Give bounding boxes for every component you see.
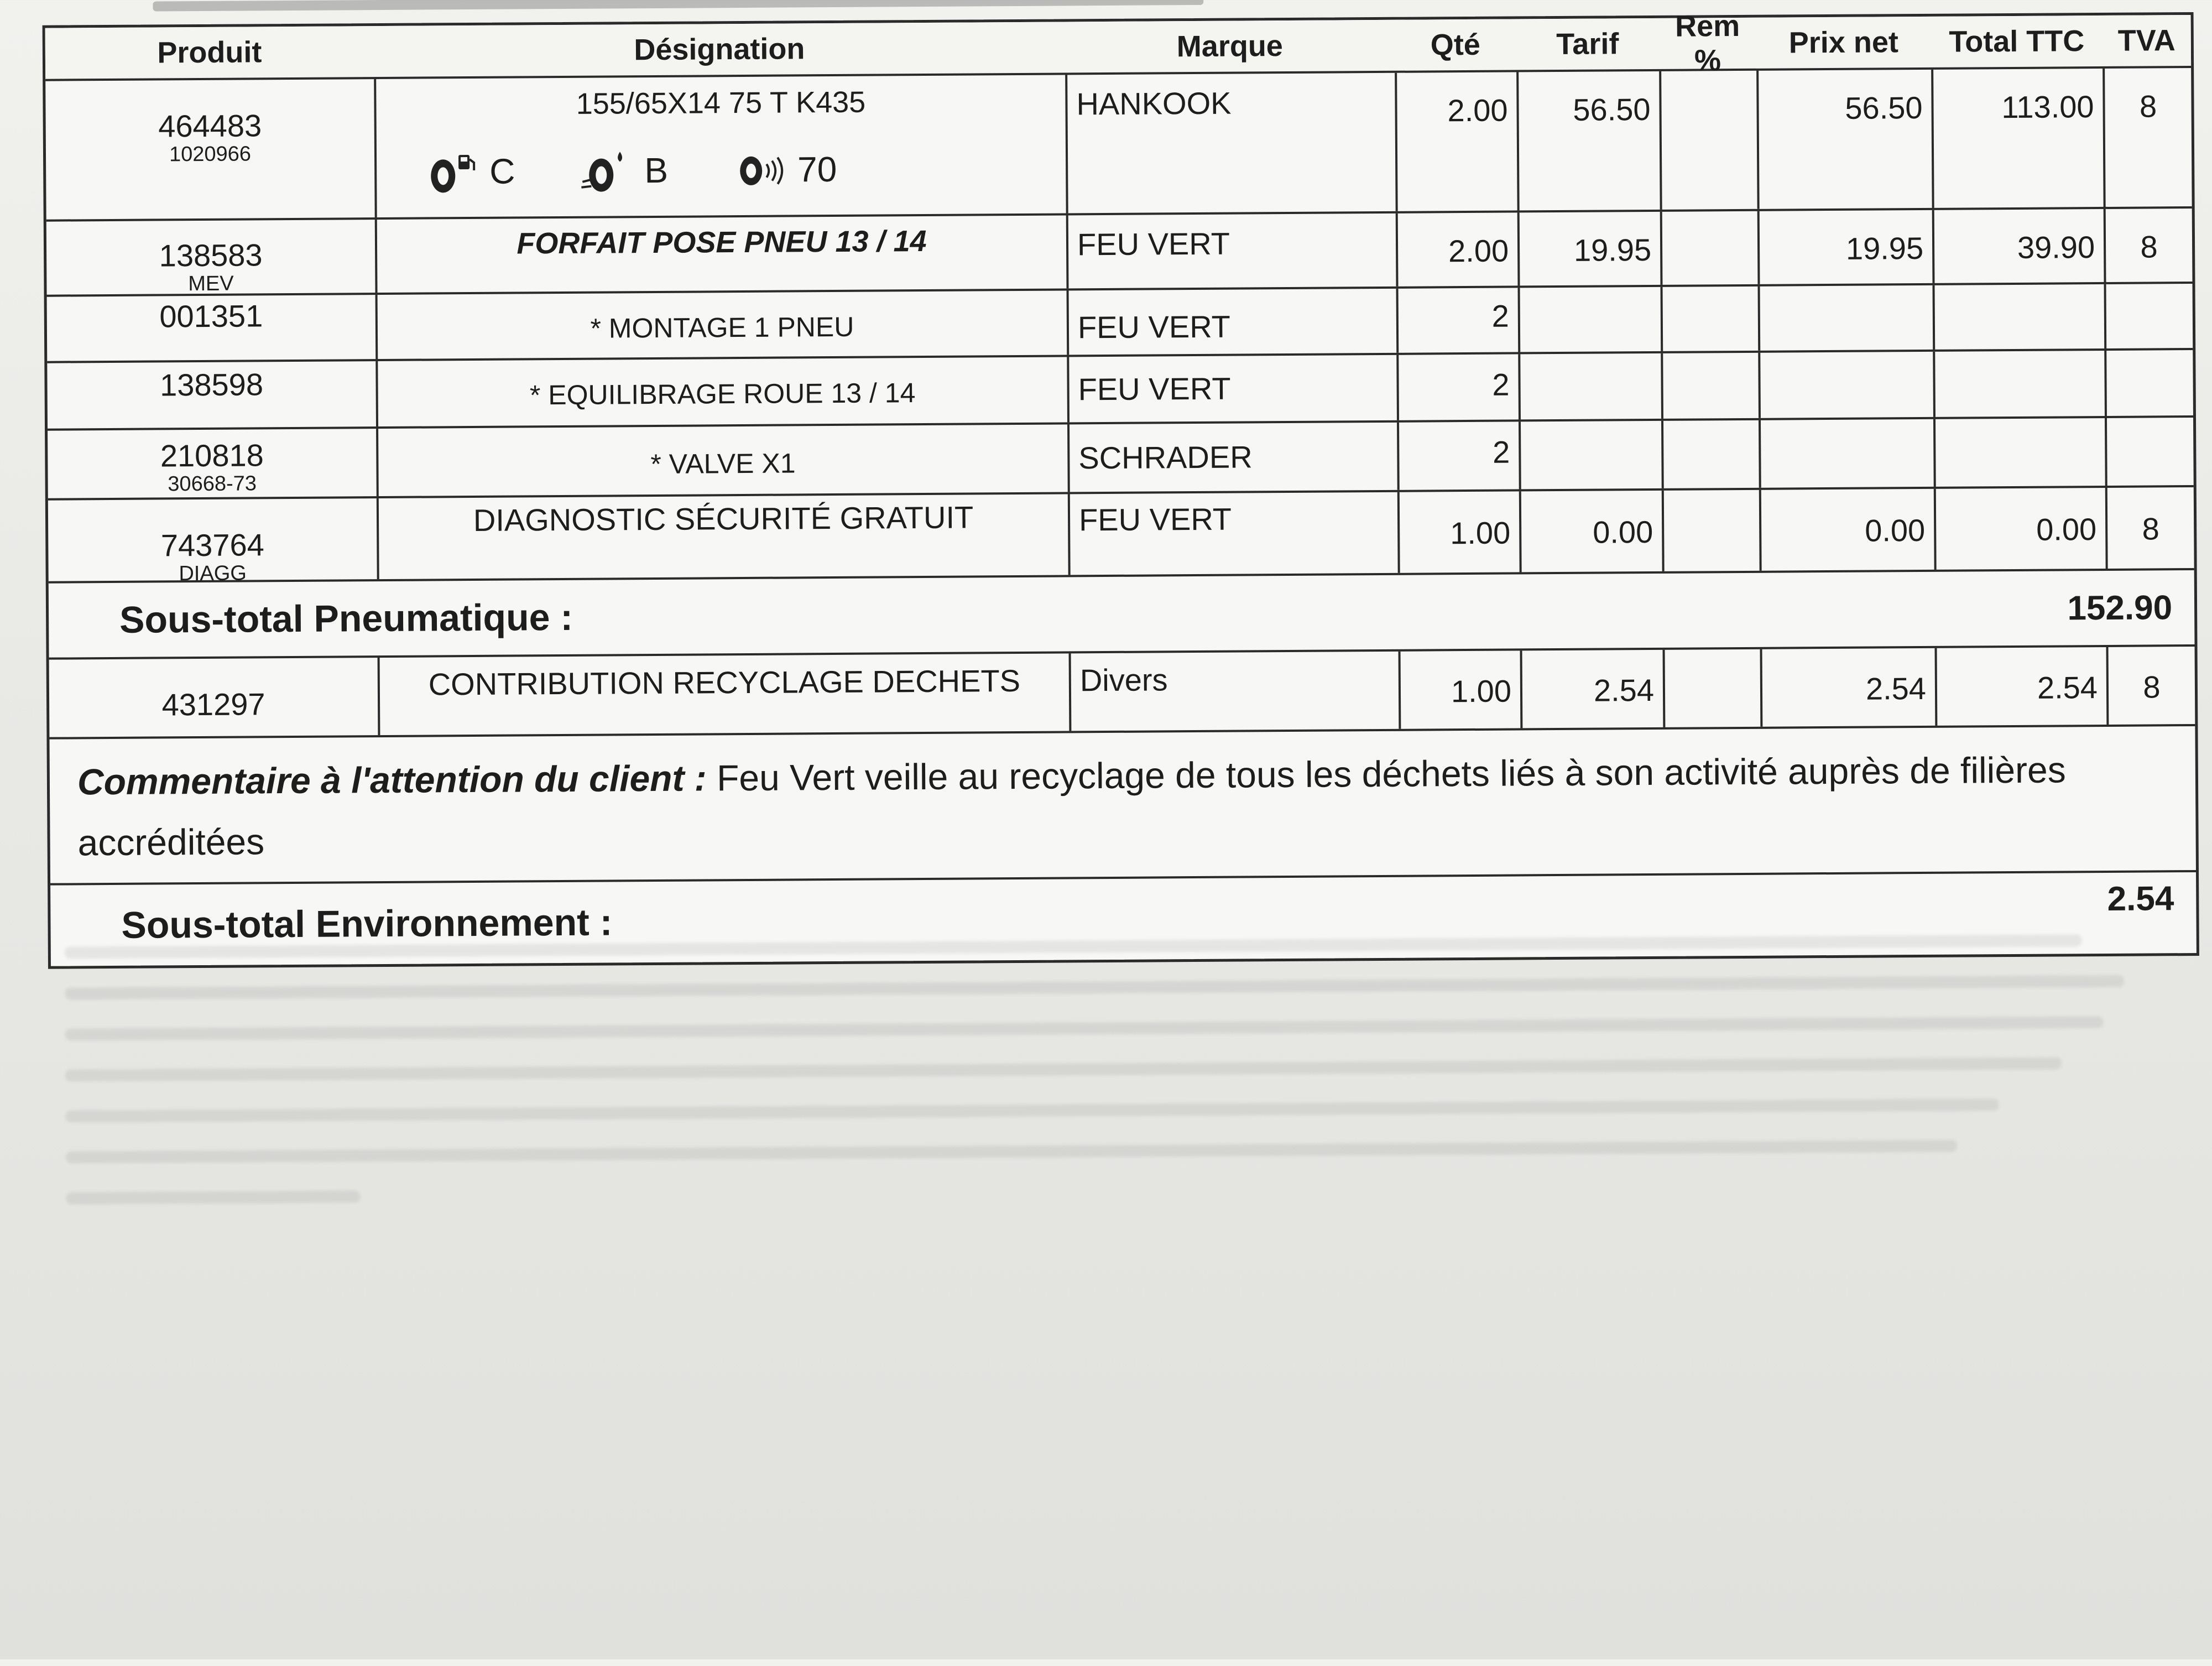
product-cell (45, 79, 375, 220)
designation-text: CONTRIBUTION RECYCLAGE DECHETS (378, 653, 1070, 735)
vat-cell (2104, 350, 2193, 416)
tire-eu-labels (385, 118, 1057, 194)
designation-text: DIAGNOSTIC SÉCURITÉ GRATUIT (377, 494, 1068, 579)
col-header-prix-net: Prix net (1788, 25, 1899, 60)
tire-fuel-efficiency-icon (424, 149, 477, 194)
show-through-line (66, 1098, 1999, 1122)
designation-text: 155/65X14 75 T K435 (576, 85, 866, 121)
subtotal-tires-value: 152.90 (2067, 588, 2173, 627)
show-through-line (65, 1016, 2104, 1041)
price-cell: 0.00 (1519, 491, 1662, 572)
designation-text: * EQUILIBRAGE ROUE 13 / 14 (375, 357, 1067, 426)
brand-cell: Divers (1069, 652, 1399, 731)
price-cell (1518, 353, 1661, 420)
col-header-produit: Produit (157, 35, 262, 70)
show-through-line (66, 1190, 360, 1204)
designation-text: FORFAIT POSE PNEU 13 / 14 (375, 215, 1067, 293)
client-comment (49, 724, 2196, 883)
product-subcode: DIAGG (179, 561, 247, 586)
product-cell (48, 429, 377, 498)
show-through-text (65, 934, 2168, 1234)
comment-label: Commentaire à l'attention du client : (77, 757, 707, 803)
discount-cell (1659, 71, 1757, 210)
discount-cell (1661, 287, 1759, 351)
table-row (47, 282, 2193, 361)
price-cell: 2.54 (1520, 650, 1663, 728)
col-header-marque: Marque (1176, 29, 1284, 64)
tire-label-wet (579, 148, 668, 193)
table-row (45, 66, 2192, 220)
comment-text: Feu Vert veille au recyclage de tous les déchets liés à son activité auprès de filières accréditées (77, 749, 2066, 863)
show-through-line (65, 1057, 2062, 1081)
net-price-cell (1758, 285, 1933, 351)
col-header-rem: Rem % (1674, 9, 1740, 77)
discount-cell (1663, 649, 1761, 727)
qty-cell: 2 (1396, 354, 1519, 420)
total-ttc-cell: 39.90 (1932, 209, 2104, 283)
product-subcode: 1020966 (169, 142, 252, 166)
net-price-cell (1759, 419, 1934, 488)
product-code: 001351 (159, 298, 263, 334)
net-price-cell (1758, 352, 1933, 418)
tire-label-noise (732, 147, 837, 192)
vat-cell (2104, 284, 2193, 348)
designation-text: * MONTAGE 1 PNEU (375, 290, 1067, 359)
discount-cell (1661, 420, 1759, 488)
brand-cell: FEU VERT (1068, 492, 1398, 575)
tire-noise-db: 70 (797, 149, 837, 190)
net-price-cell: 56.50 (1756, 70, 1932, 209)
tire-label-fuel (424, 149, 515, 194)
table-row (47, 348, 2193, 429)
price-cell (1518, 287, 1661, 352)
table-row (48, 485, 2194, 586)
cut-off-heading-fragment (153, 0, 1203, 15)
product-code: 743764 (160, 527, 264, 563)
total-ttc-cell: 0.00 (1934, 488, 2106, 570)
designation-text: * VALVE X1 (376, 424, 1068, 496)
subtotal-environment-label: Sous-total Environnement : (121, 901, 613, 946)
product-code: 138598 (159, 367, 264, 403)
total-ttc-cell (1933, 284, 2105, 350)
total-ttc-cell (1933, 351, 2105, 417)
product-subcode: MEV (188, 272, 234, 296)
product-subcode: 30668-73 (168, 472, 257, 496)
discount-cell (1660, 211, 1758, 285)
col-header-designation: Désignation (634, 32, 805, 67)
qty-cell: 2 (1396, 288, 1519, 352)
table-row (48, 415, 2194, 498)
qty-cell: 2.00 (1396, 212, 1518, 286)
table-row (49, 644, 2195, 737)
price-cell: 19.95 (1517, 212, 1661, 286)
vat-cell (2105, 418, 2194, 486)
vat-cell: 8 (2103, 68, 2192, 207)
brand-cell: FEU VERT (1066, 214, 1396, 289)
product-code: 210818 (160, 438, 264, 473)
invoice-lines-table (43, 9, 2199, 969)
discount-cell (1662, 490, 1760, 571)
net-price-cell: 2.54 (1760, 648, 1936, 727)
show-through-line (66, 1140, 1957, 1164)
product-code: 138583 (159, 237, 263, 273)
tire-wet-grip-icon (579, 148, 632, 193)
vat-cell: 8 (2104, 209, 2193, 282)
product-code: 431297 (161, 686, 265, 722)
discount-cell (1661, 353, 1759, 419)
tire-fuel-grade: C (489, 151, 515, 191)
brand-cell: FEU VERT (1067, 289, 1397, 355)
qty-cell: 1.00 (1397, 491, 1520, 572)
net-price-cell: 0.00 (1759, 489, 1934, 571)
total-ttc-cell (1933, 418, 2105, 487)
vat-cell: 8 (2106, 647, 2195, 725)
product-cell (46, 220, 375, 295)
product-cell (48, 498, 377, 586)
qty-cell: 2.00 (1395, 72, 1517, 211)
brand-cell: FEU VERT (1067, 355, 1397, 423)
net-price-cell: 19.95 (1757, 210, 1933, 284)
price-cell (1519, 421, 1662, 490)
qty-cell: 2 (1397, 421, 1519, 490)
subtotal-tires-label: Sous-total Pneumatique : (119, 596, 573, 641)
brand-cell: HANKOOK (1065, 73, 1396, 214)
total-ttc-cell: 113.00 (1931, 69, 2104, 208)
col-header-tva: TVA (2117, 24, 2176, 58)
product-code: 464483 (158, 108, 262, 144)
brand-cell: SCHRADER (1067, 423, 1397, 492)
designation-cell (374, 75, 1066, 217)
tire-noise-icon (732, 148, 785, 192)
subtotal-tires-row (49, 568, 2195, 658)
vat-cell: 8 (2105, 487, 2194, 569)
table-row (46, 206, 2193, 295)
subtotal-environment-value: 2.54 (2107, 879, 2174, 918)
price-cell: 56.50 (1516, 71, 1660, 211)
tire-wet-grade: B (644, 150, 669, 191)
show-through-line (65, 975, 2124, 1000)
col-header-tarif: Tarif (1556, 27, 1619, 61)
col-header-total-ttc: Total TTC (1949, 24, 2085, 59)
total-ttc-cell: 2.54 (1935, 647, 2107, 726)
qty-cell: 1.00 (1399, 650, 1521, 728)
col-header-qte: Qté (1430, 28, 1481, 62)
